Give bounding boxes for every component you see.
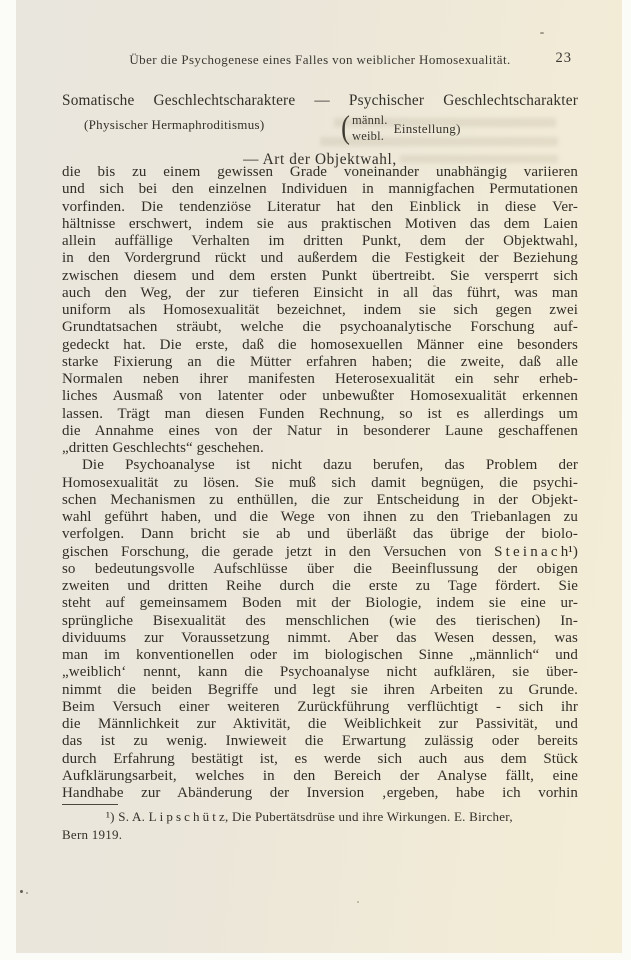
body-line: das ist zu wenig. Inwieweit die Erwartung zulässig oder bereits (62, 733, 578, 750)
body-line: vorfinden. Die tendenziöse Literatur hat den Einblick in diese Ver- (62, 198, 578, 215)
body-line: Grundtatsachen sträubt, welche die psychoanalytische Forschung auf- (62, 319, 578, 336)
scan-speck (357, 901, 359, 903)
footnote-line-2: Bern 1919. (62, 826, 123, 842)
body-line: wahl geführt haben, und die Wege von ihnen zu den Triebanlagen zu (62, 509, 578, 525)
body-line: die Annahme eines von der Natur in besonderer Laune geschaffenen (62, 422, 578, 439)
body-line: lassen. Trägt man diesen Funden Rechnung, so ist es allerdings um (62, 405, 578, 422)
body-line: liches Ausmaß von latenter oder unbewußter Homosexualität erkennen (62, 388, 578, 405)
body-line: Beim Versuch einer weiteren Zurückführung verflüchtigt - sich ihr (62, 698, 578, 715)
footnote (62, 808, 578, 843)
brace-paren-glyph: ( (341, 110, 350, 146)
body-text (62, 164, 578, 802)
schema-row-characters: Somatische Geschlechtscharaktere — Psychischer Geschlechtscharakter (62, 92, 578, 109)
body-line: zweiten und dritten Reihe durch die erste zu Tage fördert. Sie (62, 578, 578, 594)
body-line: Handhabe zur Abänderung der Inversion ‚ergeben, habe ich vorhin (62, 785, 578, 801)
body-line: die Männlichkeit zur Aktivität, die Weiblichkeit zur Passivität, und (62, 716, 578, 732)
body-line: starke Fixierung an die Mütter erfahren haben; die zweite, daß alle (62, 353, 578, 370)
body-line: gischen Forschung, die gerade jetzt in den Versuchen von S t e i n a c h¹) (62, 543, 578, 560)
body-line: durch Erfahrung bestätigt ist, es werde sich auch aus dem Stück (62, 750, 578, 767)
body-line: „dritten Geschlechts“ geschehen. (62, 440, 264, 456)
body-line: Aufklärungsarbeit, welches in den Bereich der Analyse fällt, eine (62, 767, 578, 784)
scan-speck (433, 285, 436, 287)
body-line: Homosexualität zu lösen. Sie muß sich damit begnügen, die psychi- (62, 474, 578, 491)
body-line: nimmt die beiden Begriffe und legt sie ihren Arbeiten zu Grunde. (62, 681, 578, 698)
running-head-title: Über die Psychogenese eines Falles von weiblicher Homosexualität. (129, 52, 511, 67)
body-line: so bedeutungsvolle Aufschlüsse über die Beeinflussung der obigen (62, 560, 578, 577)
body-line: auch den Weg, der zur tieferen Einsicht in all das führt, was man (62, 284, 578, 301)
body-line: dividuums zur Voraussetzung nimmt. Aber das Wesen dessen, was (62, 629, 578, 646)
body-line: sprüngliche Bisexualität des menschlichen (wie des tierischen) In- (62, 612, 578, 629)
schema-option-maennl: männl. (352, 113, 388, 127)
body-line: zwischen diesem und dem ersten Punkt übertreibt. Sie versperrt sich (62, 267, 578, 284)
footnote-line-1: ¹) S. A. L i p s c h ü t z, Die Pubertätsdrüse und ihre Wirkungen. E. Bircher, (106, 809, 513, 824)
body-line: uniform als Homosexualität bezeichnet, indem sie sich gegen zwei (62, 302, 578, 318)
scan-speck (26, 892, 28, 894)
bleedthrough-artifact (320, 137, 558, 146)
body-line: in den Vordergrund rückt und außerdem die Festigkeit der Beziehung (62, 250, 578, 267)
body-line: man im konventionellen oder im biologischen Sinne „männlich“ und (62, 647, 578, 663)
footnote-rule (62, 804, 118, 805)
bleedthrough-artifact (334, 118, 556, 127)
bleedthrough-artifact (400, 155, 558, 163)
schema-option-weibl: weibl. (352, 128, 385, 143)
body-line: verfolgen. Dann bricht sie ab und überläßt das übrige der biolo- (62, 526, 578, 543)
body-line: Die Psychoanalyse ist nicht dazu berufen, das Problem der (82, 457, 578, 474)
schema-row-objektwahl: — Art der Objektwahl, (243, 151, 397, 168)
scan-speck (540, 32, 544, 34)
body-line: hältnisse erschwert, indem sie aus praktischen Motiven das dem Laien (62, 215, 578, 232)
scan-speck (20, 890, 23, 893)
body-line: gedeckt hat. Die erste, daß die homosexuellen Männer eine besonders (62, 336, 578, 353)
book-page (16, 0, 622, 953)
page-number: 23 (555, 50, 572, 66)
body-line: die bis zu einem gewissen Grade voneinander unabhängig variieren (62, 164, 578, 180)
running-head (62, 52, 578, 68)
body-line: „weiblich‘ nennt, kann die Psychoanalyse nicht aufklären, sie über- (62, 664, 578, 681)
body-line: Normalen neben ihrer manifesten Heterosexualität ein sehr erheb- (62, 371, 578, 387)
body-line: schen Mechanismen zu enthüllen, die zur Entscheidung in der Objekt- (62, 491, 578, 508)
body-line: allein auffällige Verhalten im dritten Punkt, dem der Objektwahl, (62, 233, 578, 249)
body-line: und sich bei den einzelnen Individuen in mannigfachen Permutationen (62, 181, 578, 198)
body-line: steht auf gemeinsamem Boden mit der Biologie, indem sie eine ur- (62, 595, 578, 612)
schema-physical-hermaphroditism: (Physischer Hermaphroditismus) (84, 117, 265, 132)
schema-einstellung-label: Einstellung) (393, 120, 461, 136)
